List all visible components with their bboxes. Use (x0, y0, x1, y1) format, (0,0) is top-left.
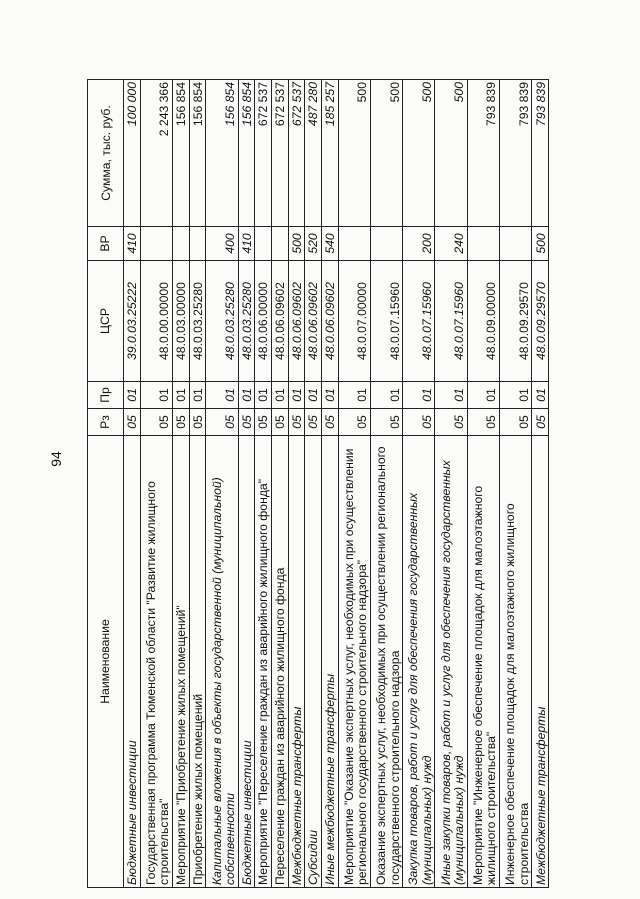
table-row (206, 80, 238, 888)
cell-sum: 500 (435, 80, 467, 227)
table-row (435, 80, 467, 888)
cell-rz: 05 (255, 409, 272, 436)
cell-csr: 48.0.09.29570 (499, 261, 531, 382)
header-pr: Пр (88, 382, 124, 409)
cell-pr: 01 (238, 382, 255, 409)
cell-sum: 500 (338, 80, 370, 227)
cell-name: Межбюджетные трансферты (288, 436, 305, 888)
cell-csr: 48.0.09.00000 (467, 261, 499, 382)
cell-sum: 185 257 (321, 80, 338, 227)
cell-vr: 500 (532, 227, 549, 261)
cell-rz: 05 (238, 409, 255, 436)
cell-csr: 48.0.03.25280 (206, 261, 238, 382)
cell-name: Субсидии (305, 436, 322, 888)
cell-sum: 793 839 (499, 80, 531, 227)
table-row (321, 80, 338, 888)
cell-sum: 672 537 (288, 80, 305, 227)
cell-pr: 01 (338, 382, 370, 409)
header-name: Наименование (88, 436, 124, 888)
cell-pr: 01 (532, 382, 549, 409)
cell-pr: 01 (271, 382, 288, 409)
table-body (124, 80, 549, 888)
cell-pr: 01 (189, 382, 206, 409)
cell-rz: 05 (338, 409, 370, 436)
cell-vr (189, 227, 206, 261)
cell-rz: 05 (321, 409, 338, 436)
cell-sum: 793 839 (467, 80, 499, 227)
table-row (271, 80, 288, 888)
cell-csr: 48.0.07.15960 (435, 261, 467, 382)
cell-pr: 01 (321, 382, 338, 409)
table-row (124, 80, 141, 888)
cell-csr: 48.0.06.09602 (271, 261, 288, 382)
header-csr: ЦСР (88, 261, 124, 382)
cell-name: Мероприятие "Инженерное обеспечение площадок для малоэтажного жилищного строительства" (467, 436, 499, 888)
cell-sum: 156 854 (238, 80, 255, 227)
cell-pr: 01 (172, 382, 189, 409)
cell-vr (370, 227, 402, 261)
cell-pr: 01 (370, 382, 402, 409)
cell-rz: 05 (189, 409, 206, 436)
cell-csr: 48.0.06.09602 (288, 261, 305, 382)
cell-rz: 05 (140, 409, 172, 436)
cell-rz: 05 (403, 409, 435, 436)
cell-sum: 672 537 (255, 80, 272, 227)
table-row (499, 80, 531, 888)
cell-pr: 01 (124, 382, 141, 409)
cell-csr: 48.0.07.15960 (370, 261, 402, 382)
cell-sum: 500 (370, 80, 402, 227)
cell-rz: 05 (288, 409, 305, 436)
cell-pr: 01 (499, 382, 531, 409)
cell-vr (499, 227, 531, 261)
cell-name: Бюджетные инвестиции (124, 436, 141, 888)
cell-vr: 240 (435, 227, 467, 261)
cell-csr: 48.0.06.09602 (305, 261, 322, 382)
cell-sum: 100 000 (124, 80, 141, 227)
cell-pr: 01 (305, 382, 322, 409)
cell-name: Государственная программа Тюменской области "Развитие жилищного строительства" (140, 436, 172, 888)
cell-sum: 487 280 (305, 80, 322, 227)
table-row (338, 80, 370, 888)
cell-sum: 156 854 (206, 80, 238, 227)
rotated-table-wrapper (87, 80, 549, 888)
cell-sum: 500 (403, 80, 435, 227)
cell-sum: 793 839 (532, 80, 549, 227)
cell-pr: 01 (288, 382, 305, 409)
cell-vr: 540 (321, 227, 338, 261)
cell-csr: 48.0.03.00000 (172, 261, 189, 382)
table-row (238, 80, 255, 888)
page-number: 94 (48, 451, 64, 467)
cell-pr: 01 (403, 382, 435, 409)
table-row (140, 80, 172, 888)
table-row (255, 80, 272, 888)
cell-sum: 156 854 (172, 80, 189, 227)
cell-csr: 48.0.03.25280 (189, 261, 206, 382)
cell-pr: 01 (140, 382, 172, 409)
table-row (172, 80, 189, 888)
cell-vr (338, 227, 370, 261)
cell-vr: 400 (206, 227, 238, 261)
cell-csr: 48.0.03.25280 (238, 261, 255, 382)
cell-csr: 48.0.07.15960 (403, 261, 435, 382)
table-row (370, 80, 402, 888)
cell-csr: 39.0.03.25222 (124, 261, 141, 382)
cell-rz: 05 (467, 409, 499, 436)
cell-pr: 01 (255, 382, 272, 409)
cell-name: Переселение граждан из аварийного жилищного фонда (271, 436, 288, 888)
cell-vr: 200 (403, 227, 435, 261)
table-row (403, 80, 435, 888)
cell-csr: 48.0.00.00000 (140, 261, 172, 382)
cell-name: Иные межбюджетные трансферты (321, 436, 338, 888)
cell-rz: 05 (206, 409, 238, 436)
cell-name: Оказание экспертных услуг, необходимых при осуществлении регионального государственного строительного надзора (370, 436, 402, 888)
cell-name: Межбюджетные трансферты (532, 436, 549, 888)
cell-sum: 672 537 (271, 80, 288, 227)
cell-name: Мероприятие "Оказание экспертных услуг, необходимых при осуществлении регионального государственного строительного надзора" (338, 436, 370, 888)
table-row (532, 80, 549, 888)
cell-name: Бюджетные инвестиции (238, 436, 255, 888)
cell-name: Мероприятие "Приобретение жилых помещений" (172, 436, 189, 888)
cell-rz: 05 (499, 409, 531, 436)
cell-pr: 01 (435, 382, 467, 409)
budget-table (87, 79, 549, 888)
cell-rz: 05 (435, 409, 467, 436)
cell-vr: 520 (305, 227, 322, 261)
table-row (305, 80, 322, 888)
cell-vr (172, 227, 189, 261)
cell-vr: 500 (288, 227, 305, 261)
table-header-row (88, 80, 124, 888)
cell-vr (140, 227, 172, 261)
header-rz: Рз (88, 409, 124, 436)
cell-rz: 05 (532, 409, 549, 436)
cell-rz: 05 (124, 409, 141, 436)
cell-vr (271, 227, 288, 261)
cell-pr: 01 (206, 382, 238, 409)
cell-sum: 156 854 (189, 80, 206, 227)
cell-pr: 01 (467, 382, 499, 409)
cell-rz: 05 (172, 409, 189, 436)
cell-csr: 48.0.09.29570 (532, 261, 549, 382)
cell-name: Инженерное обеспечение площадок для малоэтажного жилищного строительства (499, 436, 531, 888)
cell-rz: 05 (305, 409, 322, 436)
cell-csr: 48.0.07.00000 (338, 261, 370, 382)
cell-csr: 48.0.06.09602 (321, 261, 338, 382)
cell-vr (467, 227, 499, 261)
header-sum: Сумма, тыс. руб. (88, 80, 124, 227)
table-row (467, 80, 499, 888)
cell-vr: 410 (124, 227, 141, 261)
cell-csr: 48.0.06.00000 (255, 261, 272, 382)
cell-name: Закупка товаров, работ и услуг для обеспечения государственных (муниципальных) нужд (403, 436, 435, 888)
cell-name: Капитальные вложения в объекты государственной (муниципальной) собственности (206, 436, 238, 888)
cell-name: Мероприятие "Переселение граждан из аварийного жилищного фонда" (255, 436, 272, 888)
table-row (189, 80, 206, 888)
cell-sum: 2 243 366 (140, 80, 172, 227)
cell-rz: 05 (271, 409, 288, 436)
table-row (288, 80, 305, 888)
cell-name: Иные закупки товаров, работ и услуг для обеспечения государственных (муниципальных) нужд (435, 436, 467, 888)
cell-vr: 410 (238, 227, 255, 261)
cell-name: Приобретение жилых помещений (189, 436, 206, 888)
header-vr: ВР (88, 227, 124, 261)
cell-rz: 05 (370, 409, 402, 436)
cell-vr (255, 227, 272, 261)
